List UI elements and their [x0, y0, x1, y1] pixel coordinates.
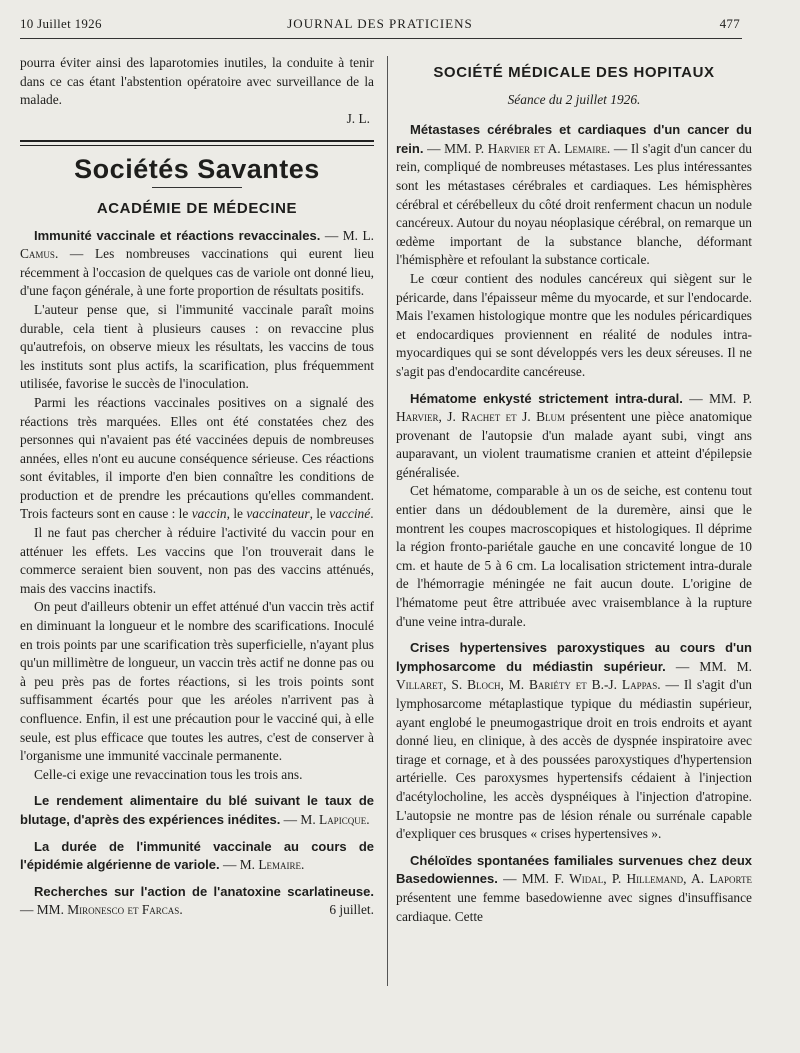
article-authors: MM. F. Widal, P. Hillemand, A. Laporte	[521, 871, 752, 887]
title-underline	[152, 187, 242, 188]
article-text: Les nombreuses vaccinations qui eurent lieu récemment à l'occasion de quelques cas de variole ont donné lieu, d'une façon générale, à une forte proportion de résultats positifs.	[20, 246, 374, 299]
article-metastases: Métastases cérébrales et cardiaques d'un cancer du rein. — MM. P. Harvier et A. Lemaire. — Il s'agit d'un cancer du rein, compliqué de nombreuses métastases. Les plus intéressantes sont les métastases cérébrales et cardiaques. Les hémisphères cérébral et cérébelleux du côté droit renferment chacun un nodule cancéreux. Autour du noyau néoplasique cérébral, on remarque un œdème important de la substance blanche, déformant l'hémisphère et refoulant la substance corticale. Le cœur contient des nodules cancéreux qui siègent sur le péricarde, dans l'épaisseur même du myocarde, et sur l'endocarde. Mais l'examen histologique montre que les nodules péricardiques et endocardiques proviennent en réalité de nodules intra-myocardiques qui se sont développés vers les deux séreuses. Il ne s'agit pas d'endocardite cancéreuse.	[396, 121, 752, 381]
section-separator	[20, 140, 374, 146]
article-title: Hématome enkysté strictement intra-dural.	[410, 390, 683, 406]
article-authors: MM. P. Harvier et A. Lemaire.	[444, 140, 611, 156]
article-title: Chéloïdes spontanées familiales survenues chez deux Basedowiennes.	[396, 852, 752, 887]
article-title: Le rendement alimentaire du blé suivant le taux de blutage, d'après des expériences inédites.	[20, 793, 374, 827]
article-title: Crises hypertensives paroxystiques au cours d'un lymphosarcome du médiastin supérieur.	[396, 640, 752, 674]
article-authors: M. Lemaire.	[239, 857, 305, 873]
paragraph: Parmi les réactions vaccinales positives on a signalé des réactions très marquées. Elles ont été constatées chez des personnes qui n'avaient pas été vaccinées depuis de nombreuses années, elles n'ont eu aucune conséquence sérieuse. Ces réactions sont évitables, il importe d'en bien connaître les conditions de production et de prendre les précautions qu'elles commandent. Trois facteurs sont en cause : le vaccin, le vaccinateur, le vacciné.	[20, 394, 374, 522]
article-text: Il s'agit d'un cancer du rein, compliqué de nombreuses métastases. Les plus intéressantes sont les métastases cérébrales et cardiaques. Les hémisphères cérébral et cérébelleux du côté droit renferment chacun un nodule cancéreux. Autour du noyau néoplasique cérébral, on remarque un œdème important de la substance blanche, déformant l'hémisphère et refoulant la substance corticale.	[396, 140, 752, 268]
article-anatoxine: Recherches sur l'action de l'anatoxine scarlatineuse. — MM. Mironesco et Farcas. 6 juillet.	[20, 883, 374, 920]
article-text: présentent une pièce anatomique provenant de l'autopsie d'un malade ayant subi, vingt ans auparavant, un violent traumatisme cranien et atteint d'épilepsie généralisée.	[396, 409, 752, 480]
continuation-paragraph: pourra éviter ainsi des laparotomies inutiles, la conduite à tenir dans ce cas étant l'abstention opératoire avec surveillance de la malade.	[20, 55, 374, 108]
article-text: présentent une femme basedowienne avec signes d'insuffisance cardiaque. Cette	[396, 889, 752, 924]
article-rendement-ble: Le rendement alimentaire du blé suivant le taux de blutage, d'après des expériences inédites. — M. Lapicque.	[20, 793, 374, 827]
column-divider	[387, 56, 388, 986]
article-text: Il s'agit d'un lymphosarcome métaplastique typique du médiastin supérieur, ayant englobé le pneumogastrique droit en trois endroits et ayant donné lieu, en clinique, à des accès de dyspnée inspiratoire avec tirage et cornage, et à des poussées paroxystiques d'hypertension artérielle. Ces paroxysmes hypertensifs cédaient à l'injection d'acétylocholine, les accès dyspnéiques à l'injection d'atropine. L'autopsie ne montre pas de lésion rénale ou surrénale capable d'expliquer ces brusques « crises hypertensives ».	[396, 677, 753, 842]
article-cheloides: Chéloïdes spontanées familiales survenues chez deux Basedowiennes. — MM. F. Widal, P. Hillemand, A. Laporte présentent une femme basedowienne avec signes d'insuffisance cardiaque. Cette	[396, 852, 752, 924]
running-header	[20, 16, 740, 38]
paragraph: Cet hématome, comparable à un os de seiche, est contenu tout entier dans un dédoublement de la duremère, ainsi que le montrent les coupes macroscopiques et histologiques. Il déprime la région fronto-pariétale gauche en une concavité longue de 10 cm. et haute de 5 à 6 cm. La localisation strictement intra-durale de l'hémorragie méningée ne fait aucun doute. L'origine de l'hématome peut être attribuée avec vraisemblance à la rupture d'une veine intra-durale.	[396, 483, 752, 629]
society-heading-hopitaux: SOCIÉTÉ MÉDICALE DES HOPITAUX	[433, 64, 715, 81]
paragraph: Il ne faut pas chercher à réduire l'activité du vaccin pour en atténuer les effets. Les vaccins que l'on trouverait dans le commerce seraient bien souvent, non pas des vaccins atténués, mais des vaccins inactifs.	[20, 525, 374, 596]
article-immunite-vaccinale: Immunité vaccinale et réactions revaccinales. — M. L. Camus. — Les nombreuses vaccinations qui eurent lieu récemment à l'occasion de quelques cas de variole ont donné lieu, d'une façon générale, à une forte proportion de résultats positifs. L'auteur pense que, si l'immunité vaccinale paraît moins durable, cela tient à plusieurs causes : on revaccine plus qu'autrefois, on observe mieux les résultats, les vaccins de tous les instituts sont plus actifs, la scarification, plus fréquemment utilisée, favorise le succès de l'inoculation. Parmi les réactions vaccinales positives on a signalé des réactions très marquées. Elles ont été constatées chez des personnes qui n'avaient pas été vaccinées depuis de nombreuses années, elles n'ont eu aucune conséquence sérieuse. Ces réactions sont évitables, il importe d'en bien connaître les conditions de production et de prendre les précautions qu'elles commandent. Trois facteurs sont en cause : le vaccin, le vaccinateur, le vacciné. Il ne faut pas chercher à réduire l'activité du vaccin pour en atténuer les effets. Les vaccins que l'on trouverait dans le commerce seraient bien souvent, non pas des vaccins atténués, mais des vaccins inactifs. On peut d'ailleurs obtenir un effet atténué d'un vaccin très actif en diminuant la longueur et le nombre des scarifications. Inoculé en trois points par une scarification très superficielle, n'ayant plus qu'un millimètre de longueur, un vaccin très actif ne donne pas ou à peu près pas de fortes réactions, si les trois points sont suffisamment écartés pour que les aréoles n'arrivent pas à confluence. Enfin, il est une précaution pour le vacciné qui, à elle seule, est plus efficace que toutes les autres, c'est de conserver à l'organisme une immunité vaccinale permanente. Celle-ci exige une revaccination tous les trois ans.	[20, 227, 374, 785]
left-column	[20, 54, 374, 920]
paragraph: Le cœur contient des nodules cancéreux qui siègent sur le péricarde, dans l'épaisseur même du myocarde, et sur l'endocarde. Mais l'examen histologique montre que les nodules péricardiques et endocardiques proviennent en réalité de nodules intra-myocardiques qui se sont développés vers les deux séreuses. Il ne s'agit pas d'endocardite cancéreuse.	[396, 270, 752, 379]
article-title: Recherches sur l'action de l'anatoxine scarlatineuse.	[34, 883, 374, 899]
article-authors: MM. P. Harvier, J. Rachet et J. Blum	[396, 390, 752, 425]
session-date: 6 juillet.	[329, 902, 374, 918]
article-title: Métastases cérébrales et cardiaques d'un cancer du rein.	[396, 122, 752, 156]
section-title: Sociétés Savantes	[74, 154, 320, 185]
article-crises-hypertensives: Crises hypertensives paroxystiques au cours d'un lymphosarcome du médiastin supérieur. — MM. M. Villaret, S. Bloch, M. Bariéty et B.-J. Lappas. — Il s'agit d'un lymphosarcome métaplastique typique du médiastin supérieur, ayant englobé le pneumogastrique droit en trois endroits et ayant donné lieu, en clinique, à des accès de dyspnée inspiratoire avec tirage et cornage, et à des poussées paroxystiques d'hypertension artérielle. Ces paroxysmes hypertensifs cédaient à l'injection d'acétylocholine, les accès dyspnéiques à l'injection d'atropine. L'autopsie ne montre pas de lésion rénale ou surrénale capable d'expliquer ces brusques « crises hypertensives ».	[396, 640, 753, 842]
header-journal-title: JOURNAL DES PRATICIENS	[287, 16, 473, 31]
society-heading-academie: ACADÉMIE DE MÉDECINE	[96, 199, 298, 217]
article-title: La durée de l'immunité vaccinale au cours de l'épidémie algérienne de variole.	[20, 838, 374, 873]
paragraph: Celle-ci exige une revaccination tous les trois ans.	[34, 766, 303, 782]
right-column	[396, 64, 752, 926]
article-hematome: Hématome enkysté strictement intra-dural. — MM. P. Harvier, J. Rachet et J. Blum présentent une pièce anatomique provenant de l'autopsie d'un malade ayant subi, vingt ans auparavant, un violent traumatisme cranien et atteint d'épilepsie généralisée. Cet hématome, comparable à un os de seiche, est contenu tout entier dans un dédoublement de la duremère, ainsi que le montrent les coupes macroscopiques et histologiques. Il déprime la région fronto-pariétale gauche en une concavité longue de 10 cm. et haute de 5 à 6 cm. La localisation strictement intra-durale de l'hémorragie méningée ne fait aucun doute. L'origine de l'hématome peut être attribuée avec vraisemblance à la rupture d'une veine intra-durale.	[396, 390, 752, 632]
paragraph: L'auteur pense que, si l'immunité vaccinale paraît moins durable, cela tient à plusieurs causes : on revaccine plus qu'autrefois, on observe mieux les résultats, les vaccins de tous les instituts sont plus actifs, la scarification, plus fréquemment utilisée, favorise le succès de l'inoculation.	[20, 301, 374, 392]
author-signature: J. L.	[346, 110, 370, 126]
header-date: 10 Juillet 1926	[20, 16, 102, 31]
header-page-number: 477	[719, 16, 740, 31]
article-authors: M. Lapicque.	[300, 811, 370, 827]
article-authors: MM. Mironesco et Farcas.	[36, 902, 183, 918]
article-duree-immunite: La durée de l'immunité vaccinale au cours de l'épidémie algérienne de variole. — M. Lemaire.	[20, 838, 374, 873]
article-authors: MM. M. Villaret, S. Bloch, M. Bariéty et B.-J. Lappas.	[396, 658, 752, 693]
article-title: Immunité vaccinale et réactions revaccinales.	[34, 227, 321, 243]
seance-date: Séance du 2 juillet 1926.	[507, 91, 641, 107]
paragraph: On peut d'ailleurs obtenir un effet atténué d'un vaccin très actif en diminuant la longueur et le nombre des scarifications. Inoculé en trois points par une scarification très superficielle, n'ayant plus qu'un millimètre de longueur, un vaccin très actif ne donne pas ou à peu près pas de fortes réactions, si les trois points sont suffisamment écartés pour que les aréoles n'arrivent pas à confluence. Enfin, il est une précaution pour le vacciné qui, à elle seule, est plus efficace que toutes les autres, c'est de conserver à l'organisme une immunité vaccinale permanente.	[20, 599, 374, 764]
article-authors: M. L. Camus.	[20, 227, 374, 262]
header-rule	[20, 38, 742, 39]
